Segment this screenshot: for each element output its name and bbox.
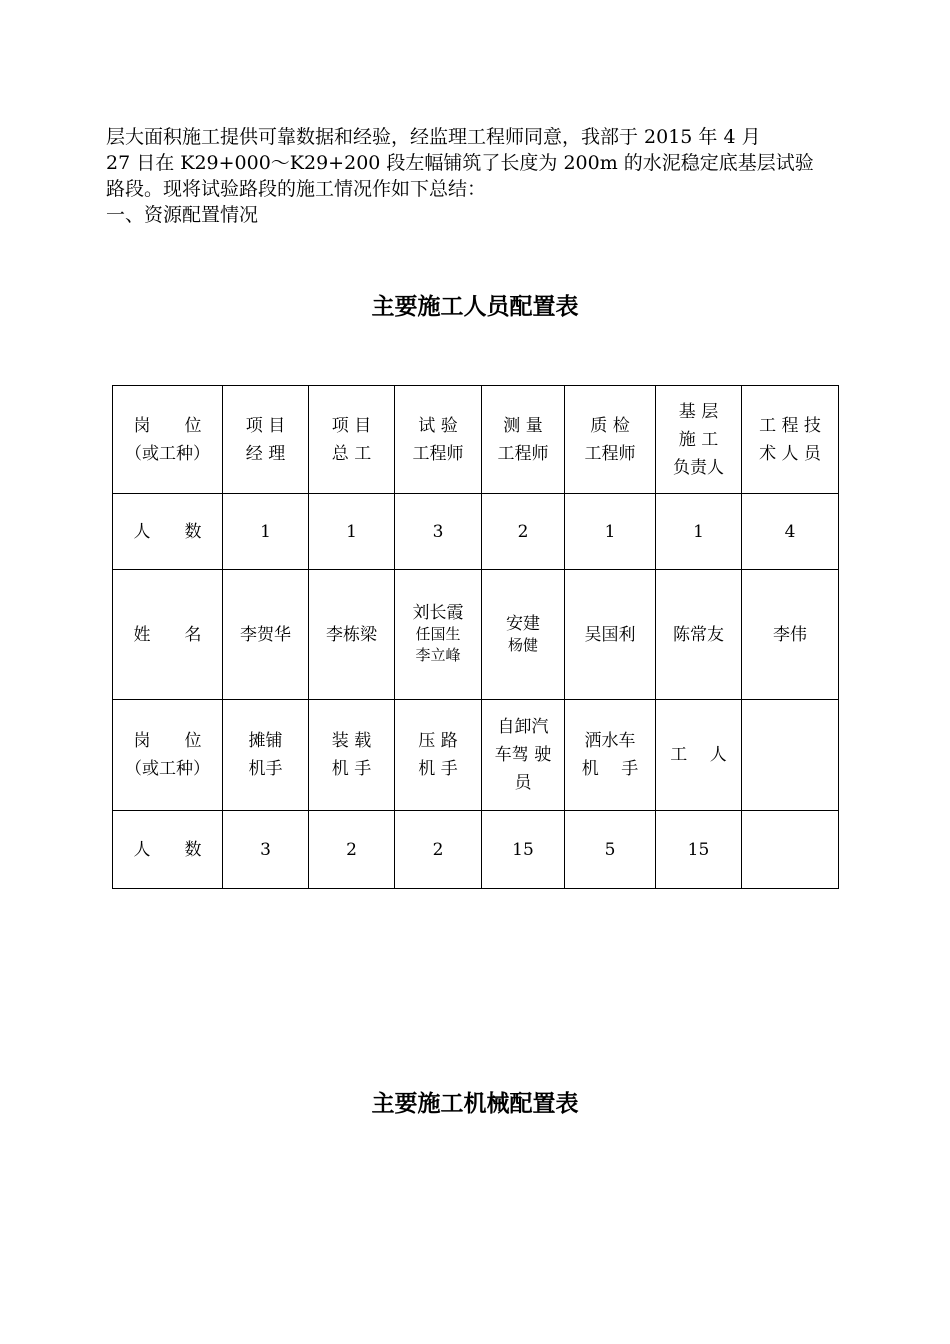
table-row-position-2	[113, 700, 839, 811]
table-cell	[742, 700, 839, 811]
label-line: 岗 位	[133, 415, 202, 436]
staff-table	[112, 385, 839, 889]
table-cell: 1	[309, 494, 395, 570]
table-cell: 测 量 工程师	[482, 386, 565, 494]
table-cell: 安建 杨健	[482, 570, 565, 700]
table-cell: 15	[482, 811, 565, 889]
table-cell: 5	[565, 811, 656, 889]
table-cell: 工 程 技 术 人 员	[742, 386, 839, 494]
table-cell: 3	[395, 494, 482, 570]
machine-table-title: 主要施工机械配置表	[371, 1090, 579, 1117]
table-cell: 李贺华	[223, 570, 309, 700]
row-label	[113, 700, 223, 811]
table-cell: 基 层 施 工 负责人	[656, 386, 742, 494]
table-cell: 2	[395, 811, 482, 889]
table-cell: 项 目 经 理	[223, 386, 309, 494]
table-cell: 2	[482, 494, 565, 570]
table-cell: 自卸汽 车驾 驶 员	[482, 700, 565, 811]
intro-line: 27 日在 K29+000～K29+200 段左幅铺筑了长度为 200m 的水泥稳定底基层试验	[106, 152, 814, 174]
table-cell: 3	[223, 811, 309, 889]
table-row-name	[113, 570, 839, 700]
row-label	[113, 386, 223, 494]
intro-line: 层大面积施工提供可靠数据和经验，经监理工程师同意，我部于 2015 年 4 月	[106, 126, 761, 148]
table-cell: 洒水车 机 手	[565, 700, 656, 811]
table-cell: 陈常友	[656, 570, 742, 700]
table-cell: 吴国利	[565, 570, 656, 700]
row-label: 人 数	[113, 811, 223, 889]
table-cell: 1	[223, 494, 309, 570]
table-cell: 工 人	[656, 700, 742, 811]
table-cell: 装 载 机 手	[309, 700, 395, 811]
section-heading: 一、资源配置情况	[106, 204, 259, 226]
table-cell: 压 路 机 手	[395, 700, 482, 811]
table-cell: 刘长霞 任国生 李立峰	[395, 570, 482, 700]
table-cell: 项 目 总 工	[309, 386, 395, 494]
table-cell: 4	[742, 494, 839, 570]
label-line: （或工种）	[125, 443, 210, 464]
table-cell: 2	[309, 811, 395, 889]
table-cell: 1	[656, 494, 742, 570]
table-cell: 试 验 工程师	[395, 386, 482, 494]
intro-line: 路段。现将试验路段的施工情况作如下总结：	[106, 178, 487, 200]
table-row-position	[113, 386, 839, 494]
table-cell: 李伟	[742, 570, 839, 700]
label-line: （或工种）	[125, 759, 210, 779]
intro-paragraph	[106, 124, 866, 228]
table-row-count	[113, 494, 839, 570]
row-label: 人 数	[113, 494, 223, 570]
table-row-count-2	[113, 811, 839, 889]
row-label: 姓 名	[113, 570, 223, 700]
table-cell: 15	[656, 811, 742, 889]
table-cell: 李栋梁	[309, 570, 395, 700]
table-cell: 1	[565, 494, 656, 570]
table-cell: 摊铺 机手	[223, 700, 309, 811]
table-cell	[742, 811, 839, 889]
table-cell: 质 检 工程师	[565, 386, 656, 494]
label-line: 岗 位	[133, 731, 202, 751]
staff-table-title: 主要施工人员配置表	[371, 293, 579, 320]
